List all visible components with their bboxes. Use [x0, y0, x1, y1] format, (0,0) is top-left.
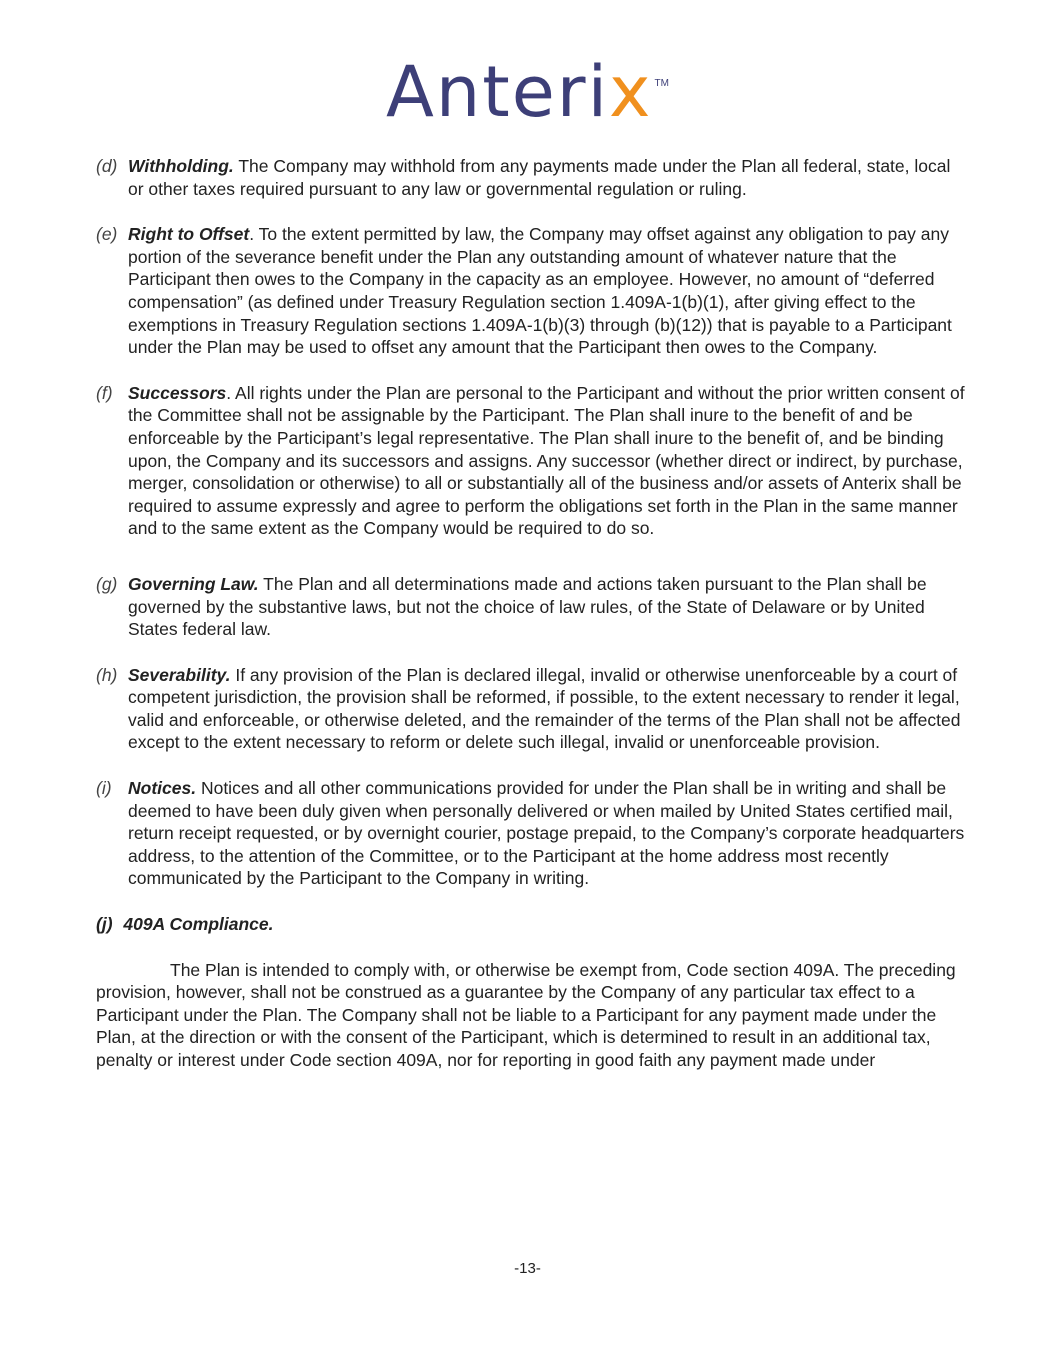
section-letter: (h)	[96, 664, 118, 685]
logo-wordmark	[386, 52, 652, 132]
section-notices	[96, 777, 966, 890]
section-title: Right to Offset	[128, 224, 250, 245]
section-letter: (f)	[96, 382, 113, 403]
section-title: Withholding.	[128, 156, 234, 176]
section-successors	[96, 382, 966, 540]
compliance-paragraph: The Plan is intended to comply with, or otherwise be exempt from, Code section 409A. The preceding provision, however, shall not be construed as a guarantee by the Company of any particular tax effect to a Participant under the Plan. The Company shall not be liable to a Participant for any payment made under the Plan, at the direction or with the consent of the Participant, which is determined to result in an additional tax, penalty or interest under Code section 409A, nor for reporting in good faith any payment made under	[96, 959, 956, 1070]
section-withholding	[96, 155, 966, 200]
page-number: -13-	[514, 1260, 541, 1277]
section-letter: (g)	[96, 573, 118, 594]
section-severability	[96, 664, 966, 754]
section-letter: (d)	[96, 156, 118, 176]
section-title: Successors	[128, 382, 227, 403]
section-governing-law	[96, 573, 966, 641]
section-body: If any provision of the Plan is declared illegal, invalid or otherwise unenforceable by a court of competent jurisdiction, the provision shall be reformed, if possible, to the extent necessary to render it legal, valid and enforceable, or otherwise deleted, and the remainder of the terms of the Plan shall not be affected except to the extent necessary to reform or delete such illegal, invalid or unenforceable provision.	[128, 664, 961, 753]
section-body: The Company may withhold from any payments made under the Plan all federal, state, local or other taxes required pursuant to any law or governmental regulation or ruling.	[128, 156, 951, 199]
section-letter: (j)	[96, 914, 113, 935]
section-body: . To the extent permitted by law, the Company may offset against any obligation to pay any portion of the severance benefit under the Plan any outstanding amount of whatever nature that the Participant then owes to the Company in the capacity as an employee. However, no amount of “deferred compensation” (as defined under Treasury Regulation section 1.409A-1(b)(1), after giving effect to the exemptions in Treasury Regulation sections 1.409A-1(b)(3) through (b)(12)) that is payable to a Participant under the Plan may be used to offset any amount that the Participant then owes to the Company.	[128, 224, 952, 358]
document-body	[96, 155, 966, 1072]
section-title: Governing Law.	[128, 573, 259, 594]
section-409a-compliance	[96, 913, 966, 936]
section-title: 409A Compliance.	[123, 914, 274, 935]
section-title: Severability.	[128, 664, 231, 685]
section-body: The Plan and all determinations made and actions taken pursuant to the Plan shall be governed by the substantive laws, but not the choice of law rules, of the State of Delaware or by United States federal law.	[128, 573, 927, 640]
logo-text-x: x	[609, 51, 653, 133]
section-title: Notices.	[128, 778, 197, 799]
logo-text-main: Anteri	[386, 51, 610, 133]
section-letter: (i)	[96, 778, 112, 799]
section-body: Notices and all other communications provided for under the Plan shall be in writing and shall be deemed to have been duly given when personally delivered or when mailed by United States certified mail, return receipt requested, or by overnight courier, postage prepaid, to the Company’s corporate headquarters address, to the attention of the Committee, or to the Participant at the home address most recently communicated by the Participant to the Company in writing.	[128, 778, 965, 889]
section-letter: (e)	[96, 224, 118, 245]
section-body: . All rights under the Plan are personal to the Participant and without the prior written consent of the Committee shall not be assignable by the Participant. The Plan shall inure to the benefit of and be enforceable by the Participant’s legal representative. The Plan shall inure to the benefit of, and be binding upon, the Company and its successors and assigns. Any successor (whether direct or indirect, by purchase, merger, consolidation or otherwise) to all or substantially all of the business and/or assets of Anterix shall be required to assume expressly and agree to perform the obligations set forth in the Plan in the same manner and to the same extent as the Company would be required to do so.	[128, 382, 965, 539]
section-right-to-offset	[96, 223, 966, 359]
logo-trademark: TM	[654, 78, 669, 89]
company-logo	[0, 52, 1055, 132]
